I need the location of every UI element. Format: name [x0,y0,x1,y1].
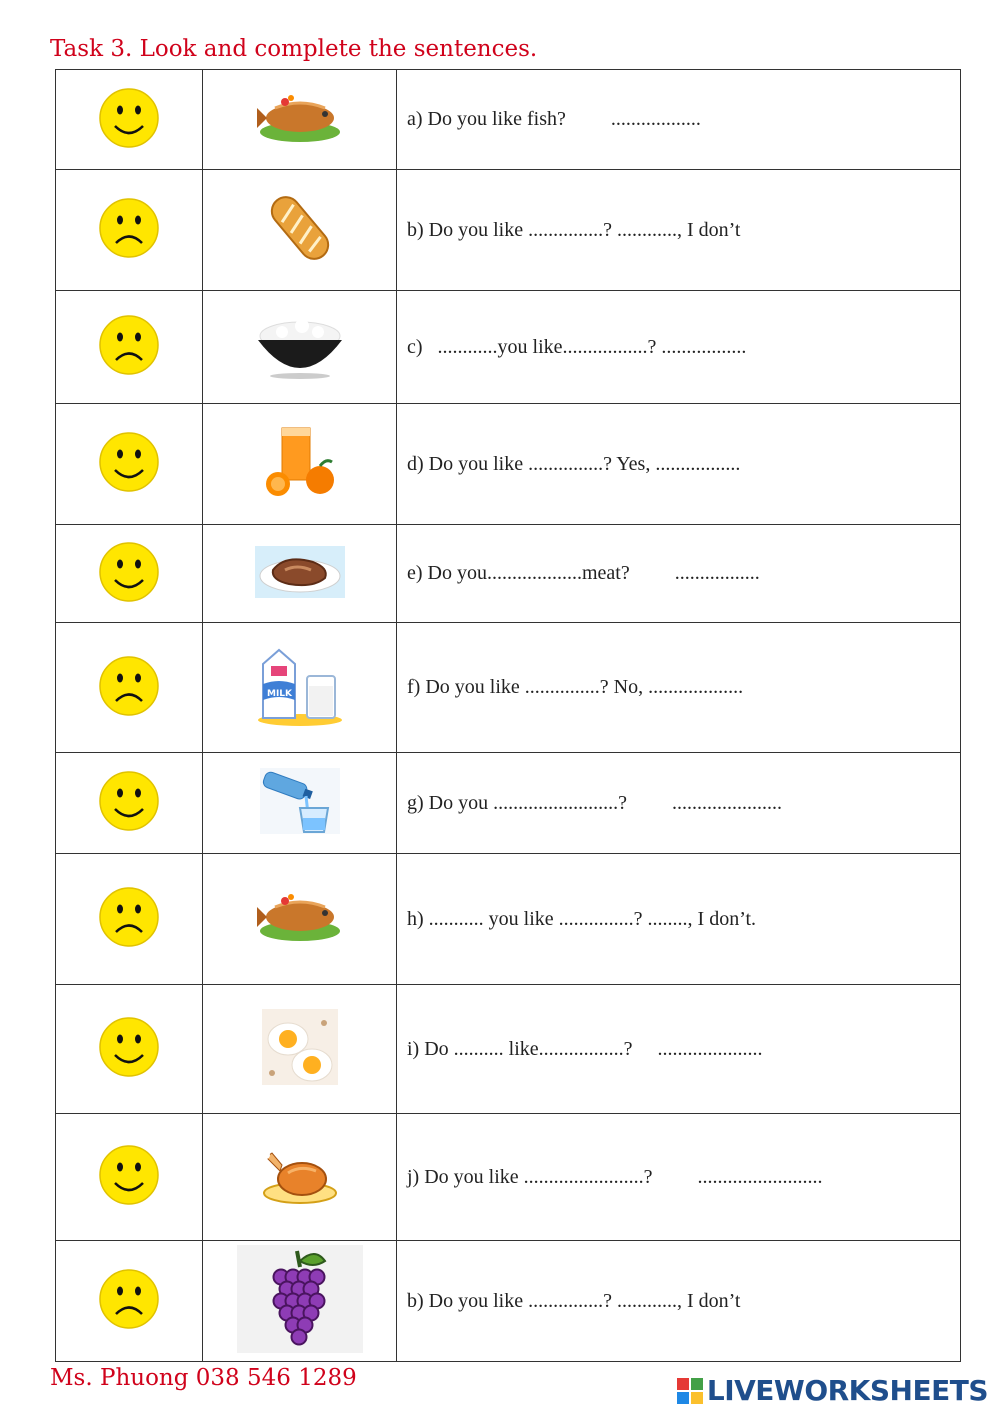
meat-icon [255,544,345,604]
worksheet-row [56,170,961,291]
grapes-icon [237,1245,363,1357]
food-cell [203,985,397,1114]
happy-face-icon [97,86,161,154]
mood-cell [56,985,203,1114]
food-cell [203,623,397,753]
fish-icon [255,88,345,152]
food-cell [203,70,397,170]
mood-cell [56,70,203,170]
svg-text:MILK: MILK [266,688,292,699]
sentence-text: g) Do you .........................? ...................... [397,753,961,854]
sentence-text: h) ........... you like ...............? ........, I don’t. [397,854,961,985]
food-cell [203,854,397,985]
food-cell [203,291,397,404]
rice-bowl-icon [252,310,348,384]
brand-name: LIVEWORKSHEETS [706,1374,988,1407]
sentence-text: i) Do .......... like.................? ..................... [397,985,961,1114]
mood-cell [56,525,203,623]
happy-face-icon [97,1143,161,1211]
food-cell [203,170,397,291]
food-cell [203,1241,397,1362]
sad-face-icon [97,313,161,381]
happy-face-icon [97,1015,161,1083]
milk-icon [255,644,345,732]
mood-cell [56,1241,203,1362]
sad-face-icon [97,196,161,264]
chicken-icon [260,1143,340,1211]
bread-icon [260,188,340,272]
mood-cell [56,291,203,404]
worksheet-row [56,1241,961,1362]
mood-cell [56,404,203,525]
mood-cell [56,170,203,291]
food-cell [203,525,397,623]
food-cell [203,1114,397,1241]
sentence-text: e) Do you...................meat? ................. [397,525,961,623]
mood-cell [56,854,203,985]
worksheet-row [56,753,961,854]
sentence-text: d) Do you like ...............? Yes, ................. [397,404,961,525]
happy-face-icon [97,430,161,498]
fish-icon [255,887,345,951]
happy-face-icon [97,540,161,608]
worksheet-row [56,525,961,623]
orange-juice-icon [260,422,340,506]
sentence-text: b) Do you like ...............? ............, I don’t [397,1241,961,1362]
worksheet-row [56,623,961,753]
eggs-icon [262,1009,338,1089]
mood-cell [56,753,203,854]
sentence-text: a) Do you like fish? .................. [397,70,961,170]
brand-mark-icon [677,1378,703,1404]
sad-face-icon [97,654,161,722]
water-icon [260,768,340,838]
worksheet-table [55,69,961,1362]
worksheet-row [56,404,961,525]
author-contact: Ms. Phuong 038 546 1289 [50,1365,357,1391]
worksheet-row [56,291,961,404]
mood-cell [56,623,203,753]
sad-face-icon [97,885,161,953]
brand-logo [677,1374,988,1407]
sentence-text: c) ............you like.................? ................. [397,291,961,404]
food-cell [203,404,397,525]
worksheet-row [56,70,961,170]
worksheet-row [56,985,961,1114]
worksheet-row [56,1114,961,1241]
sentence-text: f) Do you like ...............? No, ................... [397,623,961,753]
sentence-text: b) Do you like ...............? ............, I don’t [397,170,961,291]
happy-face-icon [97,769,161,837]
sad-face-icon [97,1267,161,1335]
mood-cell [56,1114,203,1241]
food-cell [203,753,397,854]
sentence-text: j) Do you like ........................? ......................... [397,1114,961,1241]
worksheet-row [56,854,961,985]
task-title: Task 3. Look and complete the sentences. [50,36,538,62]
